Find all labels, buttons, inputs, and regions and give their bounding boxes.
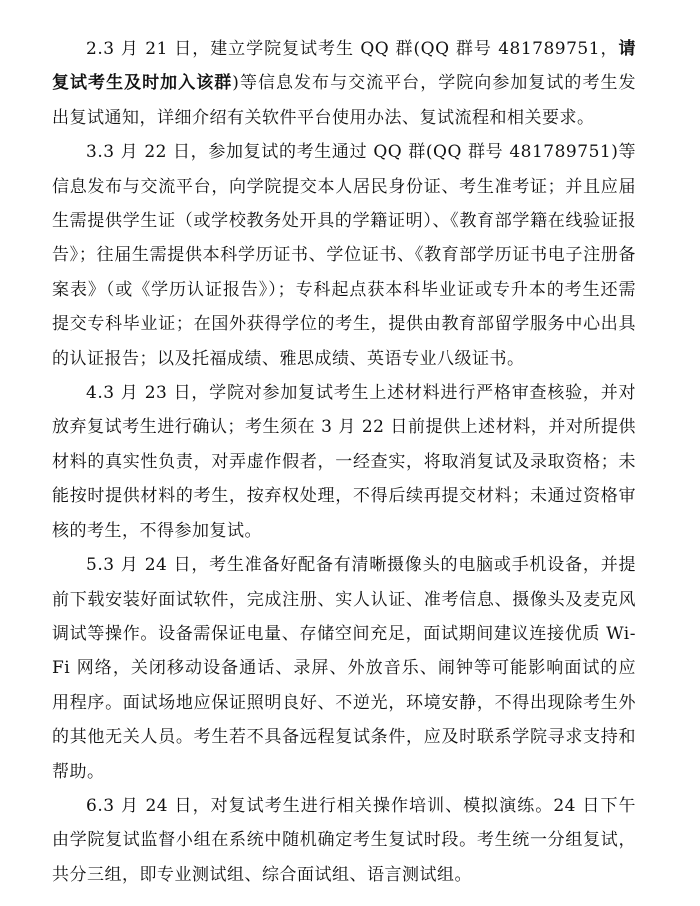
join-group-notice: 请复试考生及时加入该群 — [52, 39, 636, 94]
paragraph-step-2-text: 2.3 月 21 日，建立学院复试考生 QQ 群(QQ 群号 481789751， — [86, 39, 619, 59]
paragraph-step-3: 3.3 月 22 日，参加复试的考生通过 QQ 群(QQ 群号 481789751)等信息发布与交流平台，向学院提交本人居民身份证、考生准考证；并且应届生需提供学生证（或学校教务处开具的学籍证明）、《教育部学籍在线验证报告》；往届生需提供本科学历证书、学位证书、《教育部学历证书电子注册备案表》（或《学历认证报告》）；专科起点获本科毕业证或专升本的考生还需提交专科毕业证；在国外获得学位的考生，提供由教育部留学服务中心出具的认证报告；以及托福成绩、雅思成绩、英语专业八级证书。 — [52, 142, 636, 369]
paragraph-step-5: 5.3 月 24 日，考生准备好配备有清晰摄像头的电脑或手机设备，并提前下载安装好面试软件，完成注册、实人认证、准考信息、摄像头及麦克风调试等操作。设备需保证电量、存储空间充足，面试期间建议连接优质 Wi-Fi 网络，关闭移动设备通话、录屏、外放音乐、闹钟等可能影响面试的应用程序。面试场地应保证照明良好、不逆光，环境安静，不得出现除考生外的其他无关人员。考生若不具备远程复试条件，应及时联系学院寻求支持和帮助。 — [52, 555, 636, 782]
paragraph-step-6: 6.3 月 24 日，对复试考生进行相关操作培训、模拟演练。24 日下午由学院复试监督小组在系统中随机确定考生复试时段。考生统一分组复试，共分三组，即专业测试组、综合面试组、语言测试组。 — [52, 795, 636, 885]
paragraph-step-2-text-end: )等信息发布与交流平台，学院向参加复试的考生发出复试通知，详细介绍有关软件平台使用办法、复试流程和相关要求。 — [52, 73, 637, 128]
paragraph-step-4: 4.3 月 23 日，学院对参加复试考生上述材料进行严格审查核验，并对放弃复试考生进行确认；考生须在 3 月 22 日前提供上述材料，并对所提供材料的真实性负责，对弄虚作假者，一经查实，将取消复试及录取资格；未能按时提供材料的考生，按弃权处理，不得后续再提交材料；未通过资格审核的考生，不得参加复试。 — [52, 383, 636, 541]
paragraph-step-2 — [52, 32, 636, 135]
